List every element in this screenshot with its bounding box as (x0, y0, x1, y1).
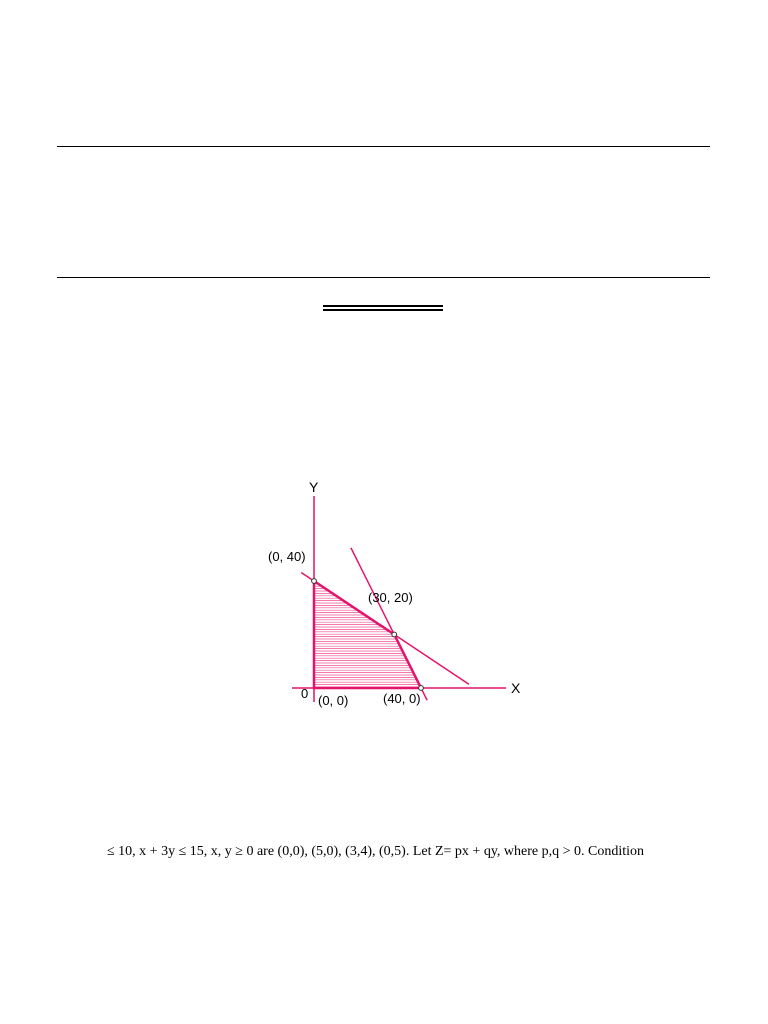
vertex-marker (312, 579, 317, 584)
section-double-underline (323, 305, 443, 311)
vertex-label-30-20: (30, 20) (368, 590, 413, 605)
vertex-label-0-40: (0, 40) (268, 549, 306, 564)
middle-divider (57, 277, 710, 278)
y-axis-label: Y (309, 479, 319, 495)
vertex-marker (392, 632, 397, 637)
origin-label: 0 (301, 686, 309, 701)
constraint-text-line: ≤ 10, x + 3y ≤ 15, x, y ≥ 0 are (0,0), (5,0), (3,4), (0,5). Let Z= px + qy, where p,q > 0. Condition (107, 844, 645, 859)
top-divider (57, 146, 710, 147)
feasible-region-graph (262, 476, 532, 712)
vertex-marker (419, 686, 424, 691)
vertex-label-0-0: (0, 0) (318, 693, 349, 708)
vertex-label-40-0: (40, 0) (383, 691, 421, 706)
x-axis-label: X (511, 680, 521, 696)
